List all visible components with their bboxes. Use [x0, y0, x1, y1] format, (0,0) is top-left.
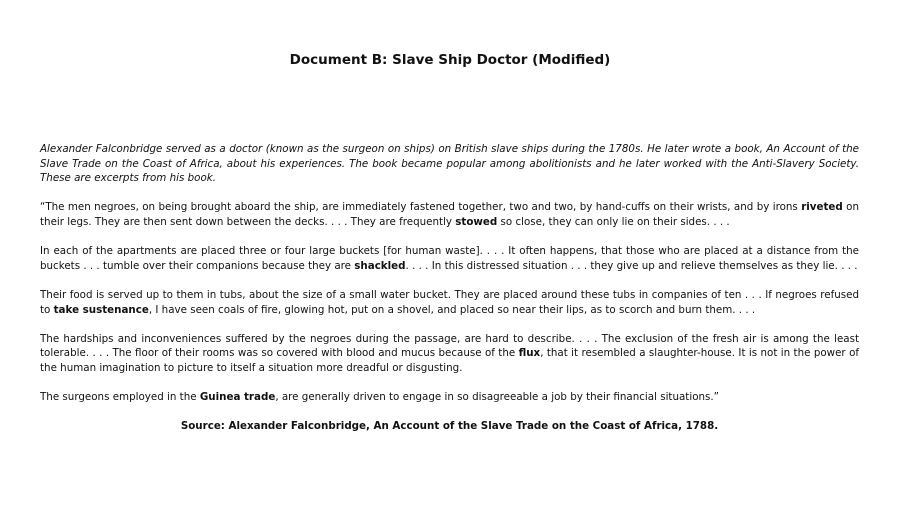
- vocab-term-stowed: stowed: [455, 215, 498, 228]
- text-run: In each of the apartments are placed three or four large buckets [for human waste]. . . . It often happens, that those who are placed at a distance from the buckets . . . tumble over their companions because they are: [40, 245, 859, 272]
- text-run: , are generally driven to engage in so disagreeable a job by their financial situations.”: [275, 391, 719, 404]
- excerpt-paragraph-2: [40, 244, 859, 273]
- vocab-term-flux: flux: [518, 347, 541, 360]
- document-body: [40, 142, 859, 448]
- excerpt-paragraph-3: [40, 288, 859, 317]
- text-run: The surgeons employed in the: [40, 391, 200, 404]
- document-title: Document B: Slave Ship Doctor (Modified): [289, 52, 611, 68]
- text-run: , that it resembled a slaughter-house. It is not in the power of the human imagination to picture to itself a situation more dreadful or disgusting.: [40, 347, 859, 374]
- excerpt-paragraph-1: [40, 200, 859, 229]
- source-citation: Source: Alexander Falconbridge, An Account of the Slave Trade on the Coast of Africa, 1788.: [180, 420, 719, 433]
- text-run: “The men negroes, on being brought aboard the ship, are immediately fastened together, two and two, by hand-cuffs on their wrists, and by irons: [40, 201, 802, 214]
- vocab-term-take-sustenance: take sustenance: [53, 303, 149, 316]
- text-run: , I have seen coals of fire, glowing hot, put on a shovel, and placed so near their lips, as to scorch and burn them. . . .: [148, 303, 756, 316]
- vocab-term-riveted: riveted: [801, 201, 843, 214]
- text-run: . . . . In this distressed situation . . . they give up and relieve themselves as they lie. . . .: [405, 259, 858, 272]
- excerpt-paragraph-5: [40, 390, 859, 405]
- text-run: on their legs. They are then sent down between the decks. . . . They are frequently: [40, 201, 859, 228]
- intro-paragraph: Alexander Falconbridge served as a doctor (known as the surgeon on ships) on British slave ships during the 1780s. He later wrote a book, An Account of the Slave Trade on the Coast of Africa, about his experiences. The book became popular among abolitionists and he later worked with the Anti-Slavery Society. These are excerpts from his book.: [40, 143, 859, 185]
- vocab-term-shackled: shackled: [354, 259, 406, 272]
- excerpt-paragraph-4: [40, 332, 859, 376]
- text-run: Their food is served up to them in tubs, about the size of a small water bucket. They are placed around these tubs in companies of ten . . . If negroes refused to: [40, 288, 859, 316]
- text-run: so close, they can only lie on their sides. . . .: [497, 215, 730, 228]
- text-run: The hardships and inconveniences suffered by the negroes during the passage, are hard to describe. . . . The exclusion of the fresh air is among the least tolerable. . . . The floor of their rooms was so covered with blood and mucus because of the: [40, 332, 859, 360]
- vocab-term-guinea-trade: Guinea trade: [199, 391, 276, 404]
